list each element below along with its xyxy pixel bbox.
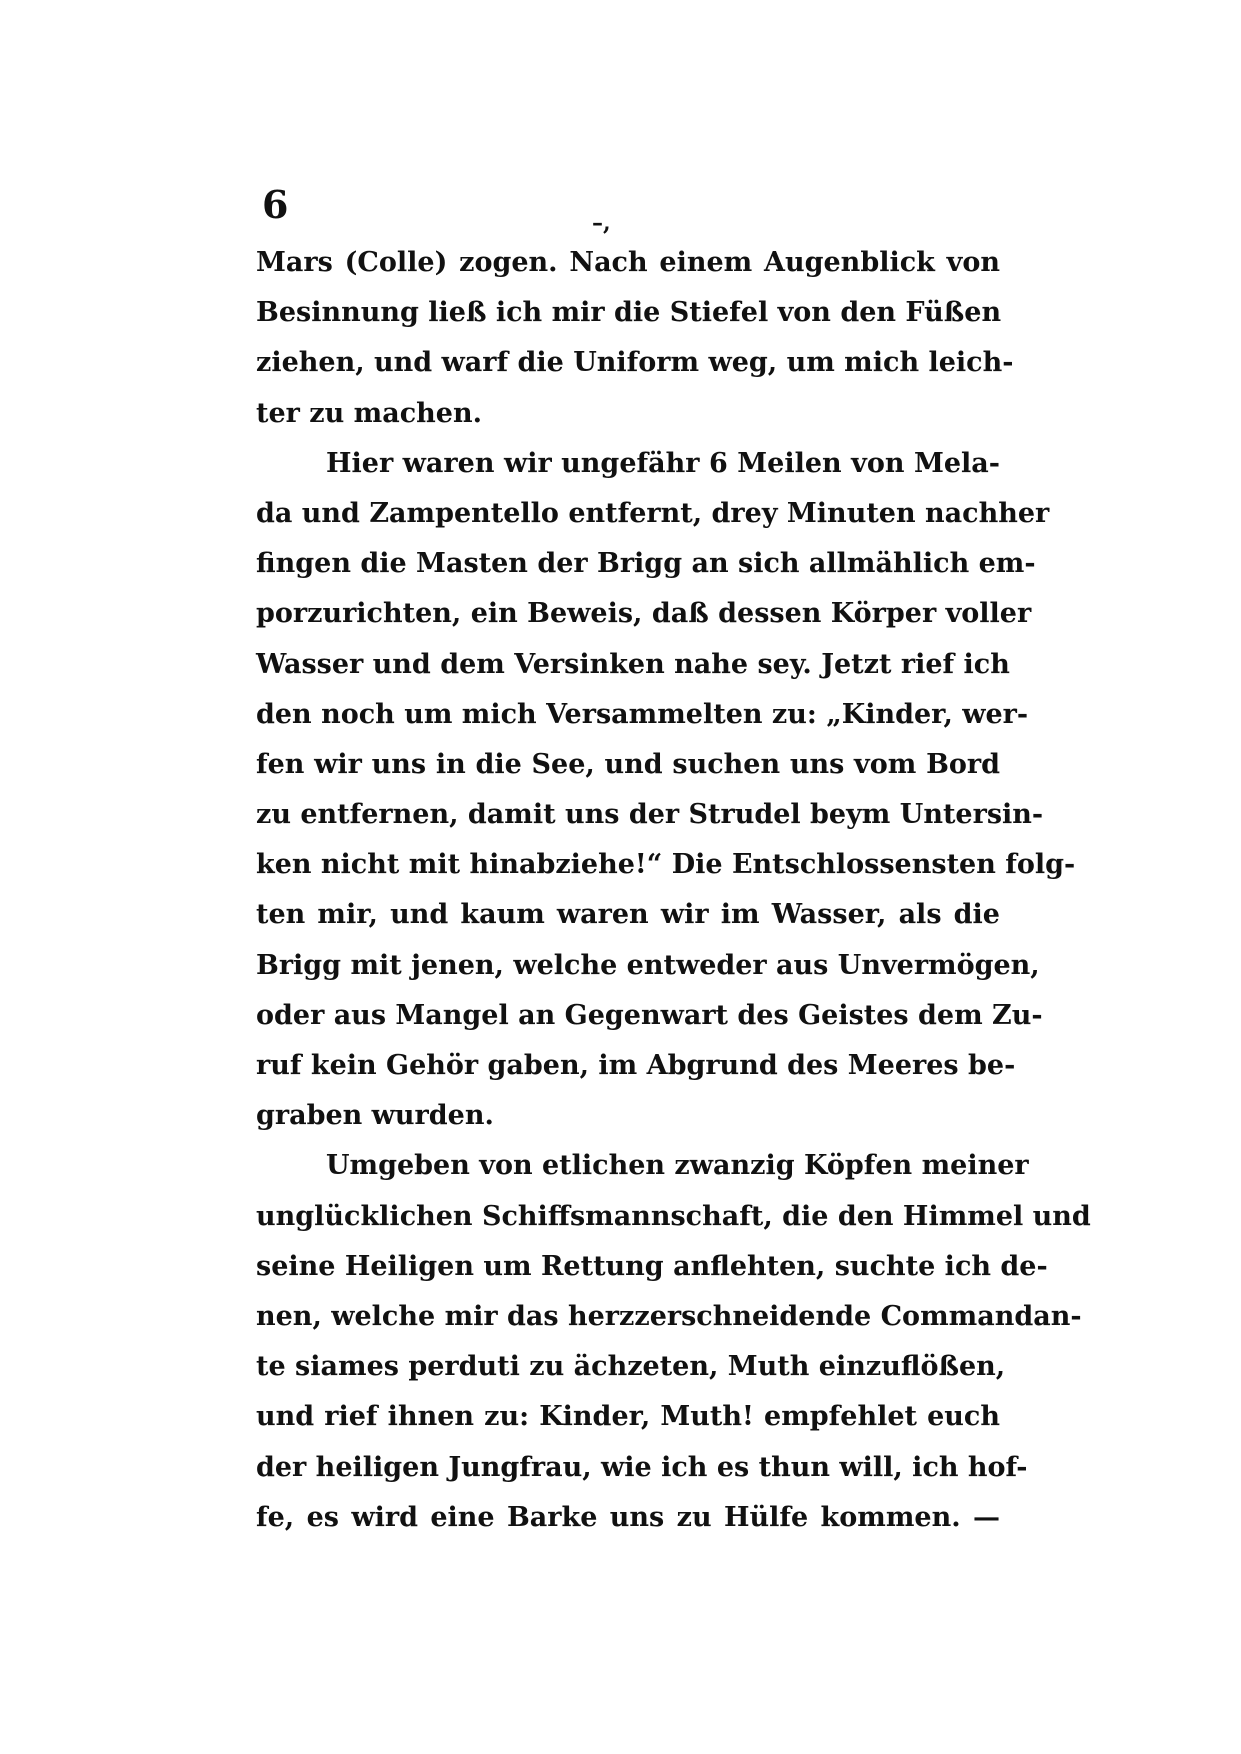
text-line: Hier waren wir ungefähr 6 Meilen von Mela- (326, 447, 1000, 479)
text-line: da und Zampentello entfernt, drey Minuten nachher (256, 497, 1050, 529)
text-line: und rief ihnen zu: Kinder, Muth! empfehlet euch (256, 1401, 1000, 1433)
text-line: oder aus Mangel an Gegenwart des Geistes dem Zu- (256, 999, 1043, 1031)
header-mark: –, (592, 210, 611, 236)
text-line: ken nicht mit hinabziehe!“ Die Entschlossensten folg- (256, 849, 1076, 881)
text-line: te siames perduti zu ächzeten, Muth einzuflößen, (256, 1351, 1006, 1383)
text-line: ruf kein Gehör gaben, im Abgrund des Meeres be- (256, 1050, 1016, 1081)
text-line: porzurichten, ein Beweis, daß dessen Körper voller (256, 598, 1032, 630)
text-line: graben wurden. (256, 1100, 494, 1132)
text-line: fe, es wird eine Barke uns zu Hülfe kommen. — (256, 1501, 1000, 1533)
text-line: Brigg mit jenen, welche entweder aus Unvermögen, (256, 949, 1040, 981)
text-line: seine Heiligen um Rettung anflehten, suchte ich de- (256, 1250, 1048, 1282)
text-line: fingen die Masten der Brigg an sich allmählich em- (256, 548, 1036, 580)
text-line: ten mir, und kaum waren wir im Wasser, als die (256, 899, 1000, 931)
text-line: nen, welche mir das herzzerschneidende Commandan- (256, 1300, 1082, 1332)
text-line: Mars (Colle) zogen. Nach einem Augenblick von (256, 247, 1000, 278)
text-line: Umgeben von etlichen zwanzig Köpfen meiner (326, 1150, 1029, 1182)
body-text (256, 238, 1091, 1543)
text-line: den noch um mich Versammelten zu: „Kinder, wer- (256, 698, 1029, 730)
page-number: 6 (262, 182, 289, 227)
text-line: der heiligen Jungfrau, wie ich es thun will, ich hof- (256, 1451, 1028, 1483)
text-line: ziehen, und warf die Uniform weg, um mich leich- (256, 347, 1014, 379)
text-line: ter zu machen. (256, 397, 482, 429)
text-line: fen wir uns in die See, und suchen uns vom Bord (256, 748, 1000, 780)
text-line: Wasser und dem Versinken nahe sey. Jetzt rief ich (256, 648, 1010, 680)
text-line: Besinnung ließ ich mir die Stiefel von den Füßen (256, 297, 1002, 329)
text-line: zu entfernen, damit uns der Strudel beym Untersin- (256, 799, 1044, 831)
text-line: unglücklichen Schiffsmannschaft, die den Himmel und (256, 1200, 1091, 1232)
